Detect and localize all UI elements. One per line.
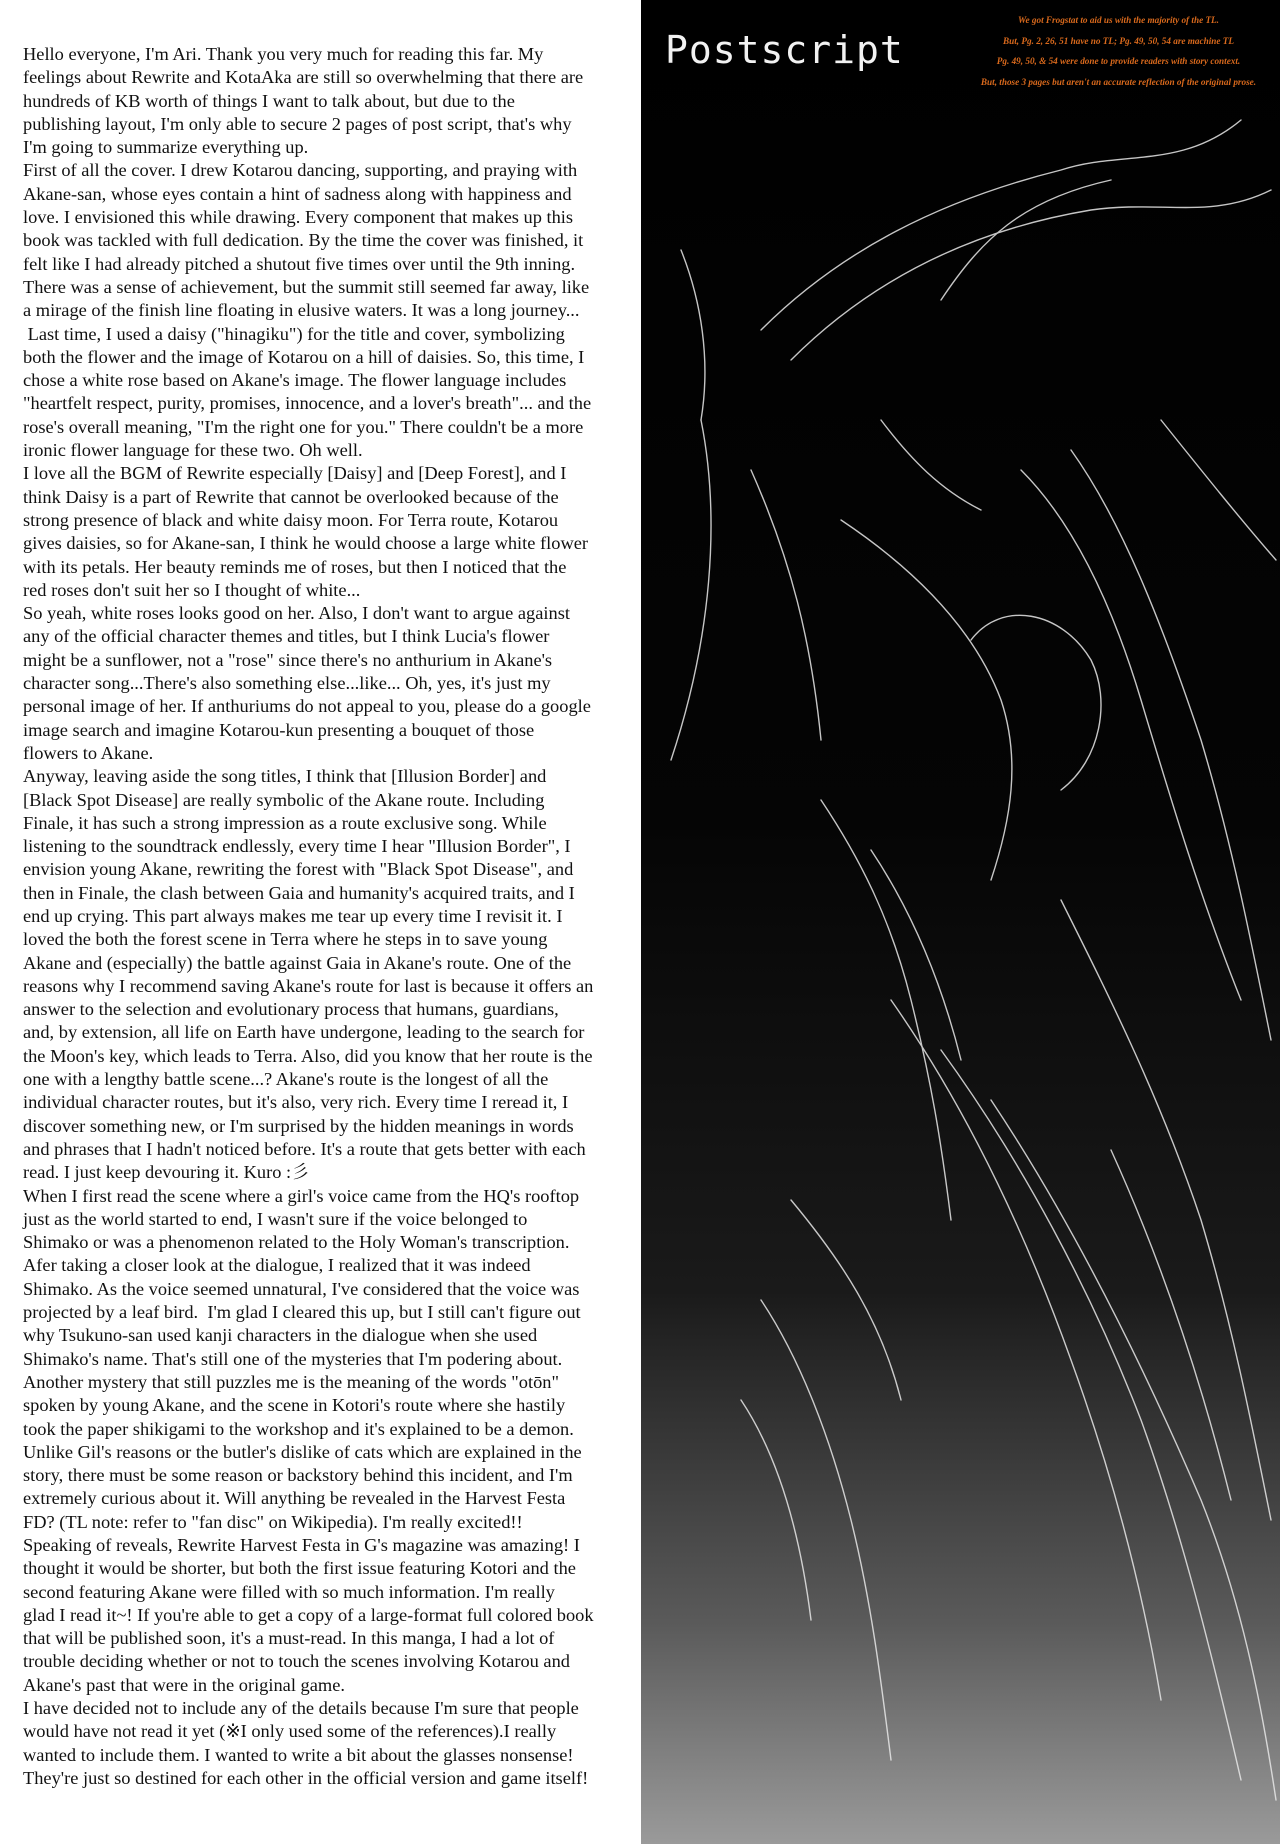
body-text-line: glad I read it~! If you're able to get a copy of a large-format full colored book	[23, 1604, 594, 1625]
body-text-line: why Tsukuno-san used kanji characters in the dialogue when she used	[23, 1325, 538, 1346]
body-text-line: chose a white rose based on Akane's image. The flower language includes	[23, 370, 567, 391]
tl-note-line: Pg. 49, 50, & 54 were done to provide readers with story context.	[996, 56, 1241, 66]
body-text-line: When I first read the scene where a girl's voice came from the HQ's rooftop	[23, 1185, 580, 1206]
body-text-line: think Daisy is a part of Rewrite that cannot be overlooked because of the	[23, 486, 559, 507]
translator-notes	[961, 10, 1276, 92]
body-text-line: with its petals. Her beauty reminds me of roses, but then I noticed that the	[23, 556, 567, 577]
body-text-line: felt like I had already pitched a shutout five times over until the 9th inning.	[23, 253, 576, 274]
body-text-line: story, there must be some reason or backstory behind this incident, and I'm	[23, 1465, 573, 1486]
body-text-line: thought it would be shorter, but both the first issue featuring Kotori and the	[23, 1558, 576, 1579]
body-text-line: a mirage of the finish line floating in elusive waters. It was a long journey...	[23, 300, 580, 321]
body-text-line: Finale, it has such a strong impression as a route exclusive song. While	[23, 812, 547, 833]
body-text-line: There was a sense of achievement, but the summit still seemed far away, like	[23, 276, 590, 297]
body-text-line: book was tackled with full dedication. By the time the cover was finished, it	[23, 230, 584, 251]
body-text-line: discover something new, or I'm surprised by the hidden meanings in words	[23, 1115, 574, 1136]
body-text-line: So yeah, white roses looks good on her. Also, I don't want to argue against	[23, 603, 570, 624]
postscript-body	[23, 43, 594, 1790]
body-text-line: individual character routes, but it's also, very rich. Every time I reread it, I	[23, 1092, 569, 1113]
illustration-panel	[641, 0, 1280, 1844]
body-text-line: loved the both the forest scene in Terra where he steps in to save young	[23, 929, 548, 950]
body-text-line: image search and imagine Kotarou-kun presenting a bouquet of those	[23, 719, 535, 740]
body-text-line: extremely curious about it. Will anything be revealed in the Harvest Festa	[23, 1488, 566, 1509]
body-text-line: read. I just keep devouring it. Kuro :彡	[23, 1162, 310, 1183]
body-text-line: Akane's past that were in the original game.	[23, 1674, 345, 1695]
body-text-line: hundreds of KB worth of things I want to talk about, but due to the	[23, 90, 515, 111]
body-text-line: both the flower and the image of Kotarou on a hill of daisies. So, this time, I	[23, 346, 585, 367]
body-text-line: Afer taking a closer look at the dialogue, I realized that it was indeed	[23, 1255, 531, 1276]
body-text-line: I love all the BGM of Rewrite especially [Daisy] and [Deep Forest], and I	[23, 463, 567, 484]
body-text-line: Shimako's name. That's still one of the mysteries that I'm podering about.	[23, 1348, 563, 1369]
line-art-illustration	[641, 0, 1280, 1844]
body-text-line: Akane-san, whose eyes contain a hint of sadness along with happiness and	[23, 183, 572, 204]
body-text-line: [Black Spot Disease] are really symbolic of the Akane route. Including	[23, 789, 545, 810]
body-text-line: and, by extension, all life on Earth have undergone, leading to the search for	[23, 1022, 585, 1043]
body-text-line: would have not read it yet (※I only used some of the references).I really	[23, 1721, 557, 1742]
body-text-line: Shimako or was a phenomenon related to the Holy Woman's transcription.	[23, 1232, 570, 1253]
postscript-title: Postscript	[665, 28, 904, 72]
body-text-line: Anyway, leaving aside the song titles, I think that [Illusion Border] and	[23, 766, 547, 787]
body-text-line: Hello everyone, I'm Ari. Thank you very much for reading this far. My	[23, 44, 544, 64]
body-text-line: trouble deciding whether or not to touch the scenes involving Kotarou and	[23, 1651, 570, 1672]
body-text-line: just as the world started to end, I wasn't sure if the voice belonged to	[23, 1208, 528, 1229]
body-text-line: strong presence of black and white daisy moon. For Terra route, Kotarou	[23, 509, 559, 530]
body-text-line: one with a lengthy battle scene...? Akane's route is the longest of all the	[23, 1069, 549, 1090]
body-text-line: red roses don't suit her so I thought of white...	[23, 579, 361, 600]
body-text-line: Last time, I used a daisy ("hinagiku") for the title and cover, symbolizing	[23, 323, 565, 344]
body-text-line: ironic flower language for these two. Oh well.	[23, 440, 363, 461]
body-text-line: answer to the selection and evolutionary process that humans, guardians,	[23, 999, 559, 1020]
tl-note-line: We got Frogstat to aid us with the majority of the TL.	[1018, 15, 1219, 25]
tl-note-line: But, Pg. 2, 26, 51 have no TL; Pg. 49, 50, 54 are machine TL	[1003, 35, 1234, 46]
body-text-line: took the paper shikigami to the workshop and it's explained to be a demon.	[23, 1418, 574, 1439]
body-text-line: Akane and (especially) the battle against Gaia in Akane's route. One of the	[23, 952, 572, 973]
body-text-line: then in Finale, the clash between Gaia and humanity's acquired traits, and I	[23, 882, 575, 903]
body-text-line: wanted to include them. I wanted to write a bit about the glasses nonsense!	[23, 1744, 574, 1765]
tl-note-line: But, those 3 pages but aren't an accurate reflection of the original prose.	[980, 76, 1257, 87]
body-text-line: second featuring Akane were filled with so much information. I'm really	[23, 1581, 555, 1602]
body-text-line: publishing layout, I'm only able to secure 2 pages of post script, that's why	[23, 113, 572, 134]
body-text-line: FD? (TL note: refer to "fan disc" on Wikipedia). I'm really excited!!	[23, 1511, 523, 1532]
body-text-line: Unlike Gil's reasons or the butler's dislike of cats which are explained in the	[23, 1441, 582, 1462]
body-text-line: end up crying. This part always makes me tear up every time I revisit it. I	[23, 905, 563, 926]
body-text-line: love. I envisioned this while drawing. Every component that makes up this	[23, 207, 574, 228]
body-text-line: listening to the soundtrack endlessly, every time I hear "Illusion Border", I	[23, 836, 571, 857]
body-text-line: "heartfelt respect, purity, promises, innocence, and a lover's breath"... and the	[23, 393, 592, 414]
body-text-line: and phrases that I hadn't noticed before. It's a route that gets better with each	[23, 1138, 586, 1159]
body-text-line: any of the official character themes and titles, but I think Lucia's flower	[23, 626, 550, 647]
body-text-line: character song...There's also something else...like... Oh, yes, it's just my	[23, 673, 551, 694]
body-text-line: gives daisies, so for Akane-san, I think he would choose a large white flower	[23, 533, 589, 554]
body-text-line: rose's overall meaning, "I'm the right one for you." There couldn't be a more	[23, 416, 584, 437]
body-text-line: flowers to Akane.	[23, 742, 154, 763]
body-text-line: personal image of her. If anthuriums do not appeal to you, please do a google	[23, 696, 591, 717]
body-text-line: Another mystery that still puzzles me is the meaning of the words "otōn"	[23, 1371, 559, 1392]
body-text-line: spoken by young Akane, and the scene in Kotori's route where she hastily	[23, 1395, 566, 1416]
body-text-line: feelings about Rewrite and KotaAka are still so overwhelming that there are	[23, 67, 584, 88]
body-text-line: I have decided not to include any of the details because I'm sure that people	[23, 1698, 579, 1719]
body-text-line: Shimako. As the voice seemed unnatural, I've considered that the voice was	[23, 1278, 580, 1299]
body-text-line: First of all the cover. I drew Kotarou dancing, supporting, and praying with	[23, 160, 578, 181]
body-text-line: that will be published soon, it's a must-read. In this manga, I had a lot of	[23, 1628, 555, 1649]
body-text-line: Speaking of reveals, Rewrite Harvest Festa in G's magazine was amazing! I	[23, 1535, 580, 1555]
body-text-line: I'm going to summarize everything up.	[23, 137, 309, 158]
body-text-line: They're just so destined for each other in the official version and game itself!	[23, 1767, 589, 1788]
body-text-line: the Moon's key, which leads to Terra. Also, did you know that her route is the	[23, 1045, 593, 1066]
body-text-line: projected by a leaf bird. I'm glad I cleared this up, but I still can't figure out	[23, 1302, 581, 1323]
body-text-line: might be a sunflower, not a "rose" since there's no anthurium in Akane's	[23, 649, 553, 670]
body-text-line: reasons why I recommend saving Akane's route for last is because it offers an	[23, 975, 594, 996]
body-text-line: envision young Akane, rewriting the forest with "Black Spot Disease", and	[23, 859, 574, 880]
